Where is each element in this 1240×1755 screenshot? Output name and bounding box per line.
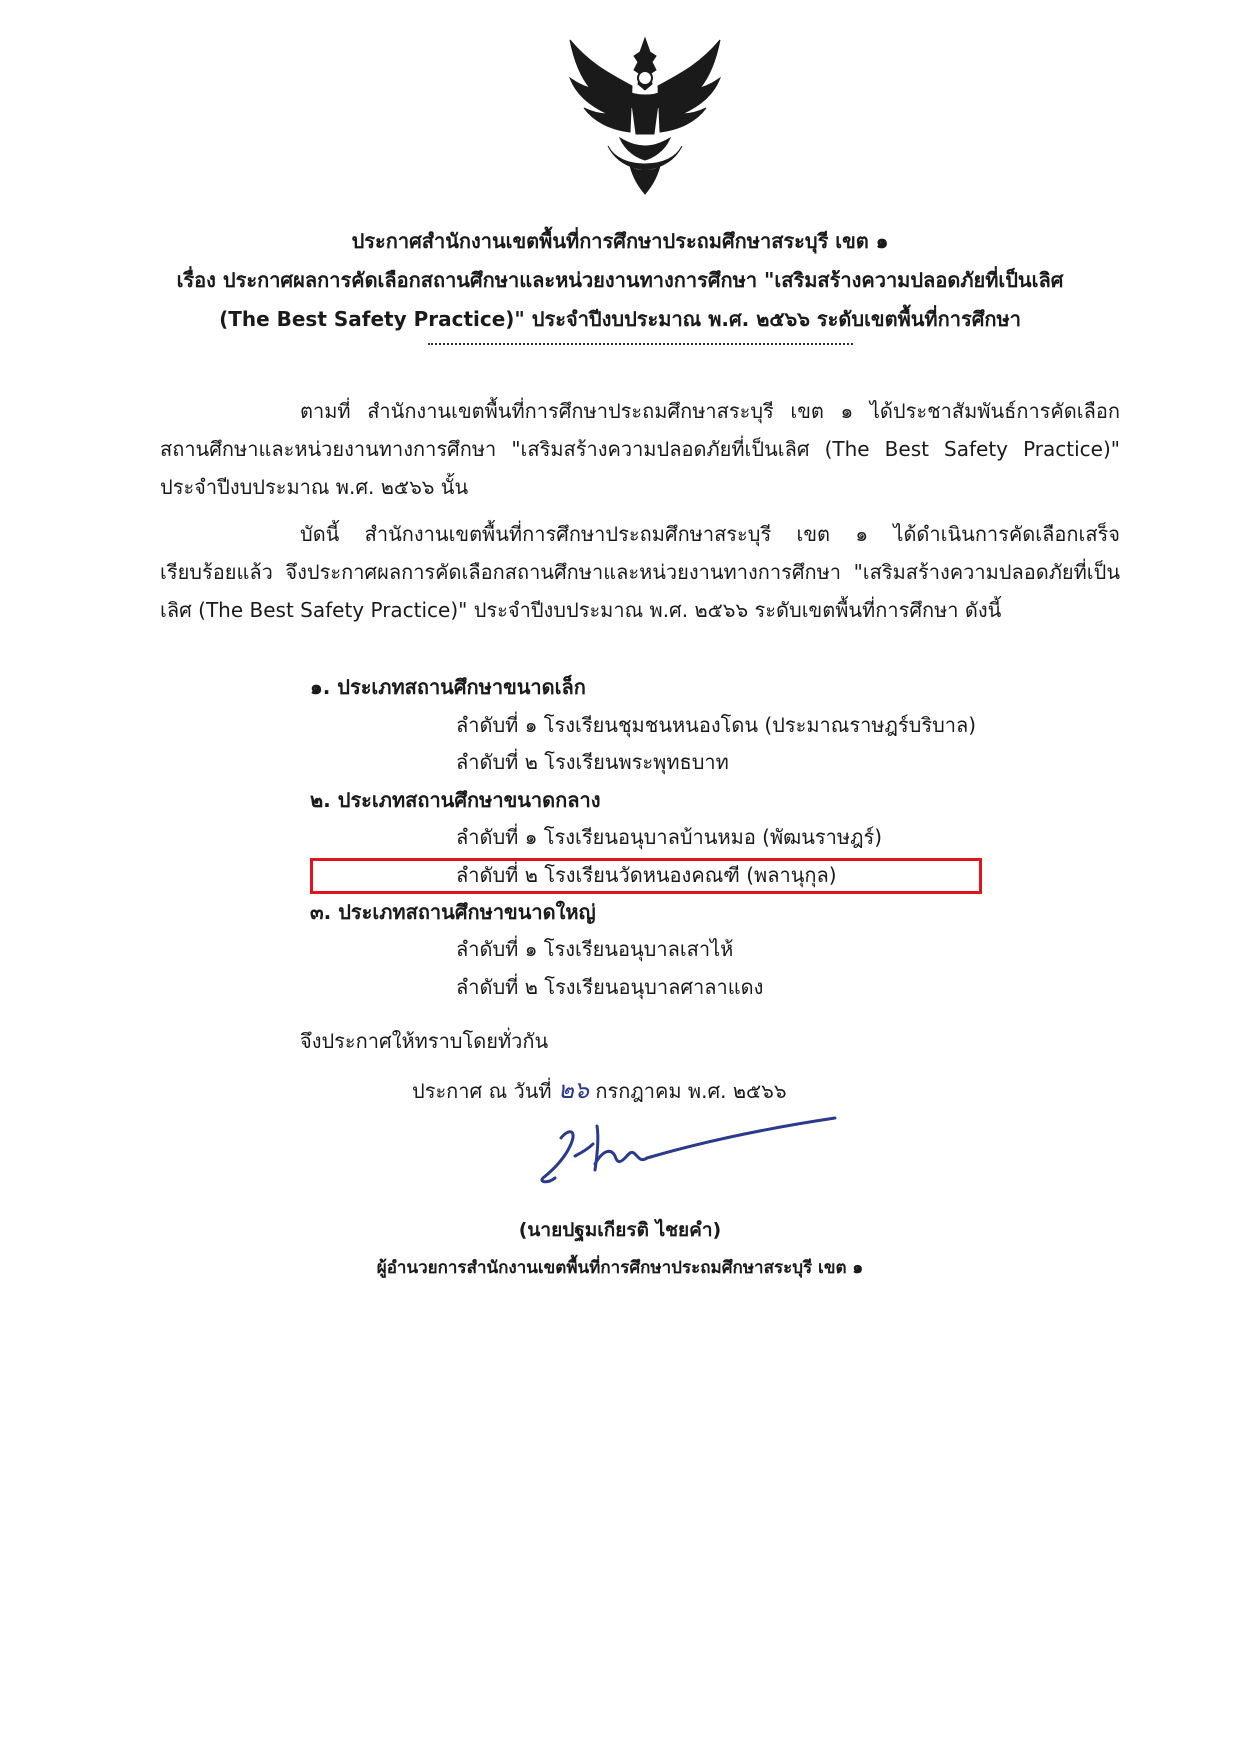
category-heading-small: ๑. ประเภทสถานศึกษาขนาดเล็ก	[310, 675, 586, 699]
highlight-box	[310, 858, 982, 894]
category-heading-large: ๓. ประเภทสถานศึกษาขนาดใหญ่	[310, 900, 596, 924]
announcement-date	[412, 1075, 787, 1106]
signature-icon	[535, 1108, 845, 1198]
body-paragraph-2-text: บัดนี้ สำนักงานเขตพื้นที่การศึกษาประถมศึกษาสระบุรี เขต ๑ ได้ดำเนินการคัดเลือกเสร็จเรียบร้อยแล้ว จึงประกาศผลการคัดเลือกสถานศึกษาและหน่วยงานทางการศึกษา "เสริมสร้างความปลอดภัยที่เป็นเลิศ (The Best Safety Practice)" ประจำปีงบประมาณ พ.ศ. ๒๕๖๖ ระดับเขตพื้นที่การศึกษา ดังนี้	[160, 522, 1120, 622]
body-paragraph-2	[160, 515, 1120, 629]
result-entry: ลำดับที่ ๑ โรงเรียนชุมชนหนองโดน (ประมาณราษฎร์บริบาล)	[456, 713, 977, 737]
announcement-title: ประกาศสำนักงานเขตพื้นที่การศึกษาประถมศึกษาสระบุรี เขต ๑	[351, 229, 889, 253]
signer-name: (นายปฐมเกียรติ ไชยคำ)	[518, 1219, 722, 1241]
announcement-subject-line-1: เรื่อง ประกาศผลการคัดเลือกสถานศึกษาและหน่วยงานทางการศึกษา "เสริมสร้างความปลอดภัยที่เป็นเลิศ	[176, 268, 1064, 292]
body-paragraph-1-text: ตามที่ สำนักงานเขตพื้นที่การศึกษาประถมศึกษาสระบุรี เขต ๑ ได้ประชาสัมพันธ์การคัดเลือกสถานศึกษาและหน่วยงานทางการศึกษา "เสริมสร้างความปลอดภัยที่เป็นเลิศ (The Best Safety Practice)" ประจำปีงบประมาณ พ.ศ. ๒๕๖๖ นั้น	[160, 399, 1120, 499]
signer-position: ผู้อำนวยการสำนักงานเขตพื้นที่การศึกษาประถมศึกษาสระบุรี เขต ๑	[376, 1258, 864, 1278]
category-heading-medium: ๒. ประเภทสถานศึกษาขนาดกลาง	[310, 788, 601, 812]
result-entry-highlighted: ลำดับที่ ๒ โรงเรียนวัดหนองคณฑี (พลานุกุล)	[456, 863, 837, 887]
date-day: ๒๖	[557, 1076, 589, 1104]
result-entry: ลำดับที่ ๑ โรงเรียนอนุบาลเสาไห้	[456, 937, 734, 961]
date-suffix: กรกฎาคม พ.ศ. ๒๕๖๖	[595, 1079, 787, 1103]
closing-statement: จึงประกาศให้ทราบโดยทั่วกัน	[300, 1029, 549, 1053]
announcement-subject-line-2: (The Best Safety Practice)" ประจำปีงบประมาณ พ.ศ. ๒๕๖๖ ระดับเขตพื้นที่การศึกษา	[219, 307, 1021, 331]
garuda-emblem-icon	[560, 34, 730, 199]
date-prefix: ประกาศ ณ วันที่	[412, 1079, 552, 1103]
result-entry: ลำดับที่ ๑ โรงเรียนอนุบาลบ้านหมอ (พัฒนราษฎร์)	[456, 825, 883, 849]
title-separator	[428, 343, 853, 345]
result-entry: ลำดับที่ ๒ โรงเรียนพระพุทธบาท	[456, 750, 729, 774]
body-paragraph-1	[160, 392, 1120, 506]
result-entry: ลำดับที่ ๒ โรงเรียนอนุบาลศาลาแดง	[456, 975, 764, 999]
